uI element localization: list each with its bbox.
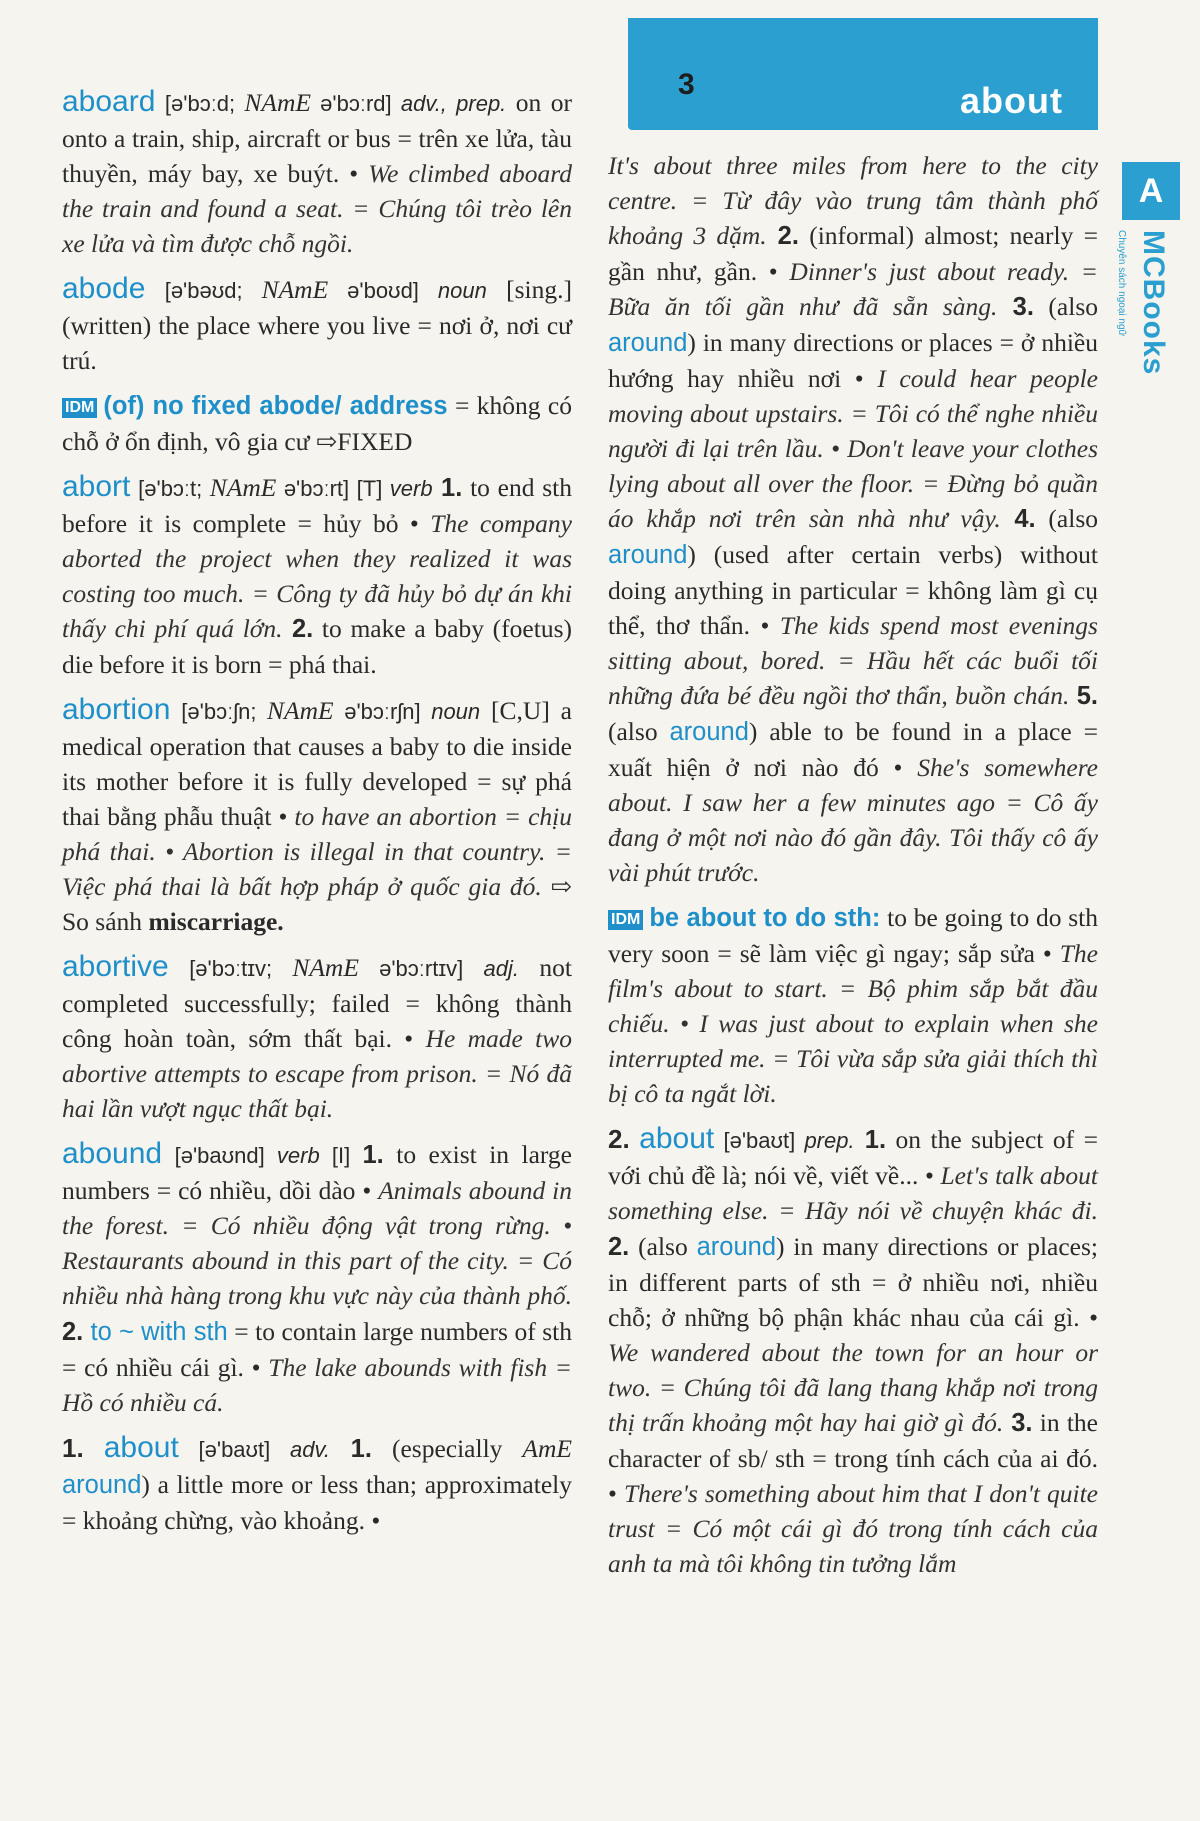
idiom-definition: = không có chỗ ở ổn định, vô gia cư ⇨FIXED <box>62 391 572 456</box>
part-of-speech: noun <box>437 278 487 303</box>
idm-label: IDM <box>62 398 97 418</box>
cross-reference: around <box>608 541 688 569</box>
idiom-phrase: be about to do sth: <box>649 904 881 932</box>
definition: [C,U] a medical operation that causes a baby to die inside its mother before it is fully developed = sự phá thai bằng phẫu thuật • <box>62 696 573 831</box>
sense-number: 2. <box>766 222 799 250</box>
definition: (also <box>629 1232 697 1261</box>
example: We wandered about the town for an hour or two. = Chúng tôi đã lang thang khắp nơi trong thị trấn khoảng một hay hai giờ gì đó. <box>608 1338 1098 1437</box>
definition: ) (used after certain verbs) without doing anything in particular = không làm gì cụ thể, thơ thẩn. • <box>608 540 1098 640</box>
entry-about-adv <box>62 1430 572 1538</box>
headword: abort <box>62 470 131 503</box>
example: Animals abound in the forest. = Có nhiều động vật trong rừng. • Restaurants abound in this part of the city. = Có nhiều nhà hàng trong khu vực này của thành phố. <box>62 1176 572 1310</box>
region-label: AmE <box>522 1434 572 1463</box>
part-of-speech: verb <box>276 1143 320 1168</box>
idiom-fixed-abode <box>62 388 572 459</box>
part-of-speech: verb <box>389 476 433 501</box>
cross-reference: around <box>608 329 688 357</box>
example: Let's talk about something else. = Hãy nói về chuyện khác đi. <box>608 1161 1098 1225</box>
example: The lake abounds with fish = Hồ có nhiều cá. <box>62 1353 572 1417</box>
example: to have an abortion = chịu phá thai. • Abortion is illegal in that country. = Việc phá thai là bất hợp pháp ở quốc gia đó. <box>62 802 572 901</box>
see-also: ⇨ So sánh <box>62 872 572 936</box>
headword: about <box>103 1431 179 1464</box>
definition: (informal) almost; nearly = gần như, gần. • <box>608 221 1099 286</box>
example: The kids spend most evenings sitting about, bored. = Hầu hết các buổi tối những đứa bé đều ngồi thơ thẩn, buồn chán. <box>608 611 1098 710</box>
definition: = to contain large numbers of sth = có nhiều cái gì. • <box>62 1317 572 1382</box>
region-label: NAmE <box>267 696 334 725</box>
page-number: 3 <box>678 68 695 101</box>
headword: about <box>639 1122 715 1155</box>
sense-number: 3. <box>997 293 1034 321</box>
example: There's something about him that I don't quite trust = Có một cái gì đó trong tính cách của anh ta mà tôi không tin tưởng lắm <box>608 1479 1098 1578</box>
definition: in the character of sb/ sth = trong tính cách của ai đó. • <box>608 1408 1098 1508</box>
homograph-number: 1. <box>62 1433 84 1463</box>
part-of-speech: adv. <box>290 1437 330 1462</box>
grammar-code: [I] <box>319 1143 363 1168</box>
part-of-speech: adj. <box>483 956 519 981</box>
definition: to end sth before it is complete = hủy bỏ • <box>62 473 572 538</box>
definition: ) in many directions or places; in different parts of sth = ở nhiều nơi, nhiều chỗ; ở những bộ phận khác nhau của cái gì. • <box>608 1232 1098 1332</box>
part-of-speech: adv., prep. <box>400 91 507 116</box>
idiom-phrase: (of) no fixed abode/ address <box>103 392 448 420</box>
definition: on or onto a train, ship, aircraft or bus = trên xe lửa, tàu thuyền, máy bay, xe buýt. • <box>62 88 573 188</box>
part-of-speech: noun <box>431 699 481 724</box>
example: The film's about to start. = Bộ phim sắp bắt đầu chiếu. • I was just about to explain when she interrupted me. = Tôi vừa sắp sửa giải thích thì bị cô ta ngắt lời. <box>608 939 1098 1108</box>
right-column <box>608 148 1098 1591</box>
sense-number: 5. <box>1076 682 1098 710</box>
cross-reference: around <box>62 1471 142 1499</box>
entry-about-prep <box>608 1121 1098 1581</box>
entry-abound <box>62 1136 572 1420</box>
pronunciation: [ə'baʊt] <box>714 1128 805 1153</box>
example: I could hear people moving about upstairs. = Tôi có thể nghe nhiều người đi lại trên lầu. • Don't leave your clothes lying about all over the floor. = Đừng bỏ quần áo khắp nơi trên sàn nhà như vậy. <box>608 364 1098 533</box>
definition: (also <box>1033 292 1098 321</box>
headword: abode <box>62 272 146 305</box>
headword: aboard <box>62 85 156 118</box>
headword: abortive <box>62 950 169 983</box>
definition: [sing.] (written) the place where you live = nơi ở, nơi cư trú. <box>62 275 573 375</box>
example: The company aborted the project when they realized it was costing too much. = Công ty đã hủy bỏ dự án khi thấy chi phí quá lớn. <box>62 509 572 643</box>
sense-number: 1. <box>854 1126 887 1154</box>
sense-number: 3. <box>1003 1409 1033 1437</box>
entry-abode <box>62 271 572 378</box>
definition: ) a little more or less than; approximately = khoảng chừng, vào khoảng. • <box>62 1470 572 1535</box>
definition: on the subject of = với chủ đề là; nói về, viết về... • <box>608 1125 1098 1190</box>
cross-reference: around <box>669 718 749 746</box>
pronunciation-us: ə'bɔːrtɪv] <box>358 956 484 981</box>
entry-abortion <box>62 692 572 939</box>
sense-number: 4. <box>1000 505 1036 533</box>
example: Dinner's just about ready. = Bữa ăn tối gần như đã sẵn sàng. <box>608 257 1098 321</box>
region-label: NAmE <box>292 953 359 982</box>
entry-aboard <box>62 84 572 261</box>
idm-label: IDM <box>608 910 643 930</box>
brand-block <box>1116 230 1180 400</box>
region-label: NAmE <box>261 275 329 304</box>
idiom-be-about-to <box>608 900 1098 1111</box>
sense-number: 2. <box>62 1318 84 1346</box>
entry-abort <box>62 469 572 682</box>
definition: ) in many directions or places = ở nhiều hướng hay nhiều nơi • <box>608 328 1098 393</box>
definition: to make a baby (foetus) die before it is born = phá thai. <box>62 614 572 679</box>
cross-reference: around <box>696 1233 777 1261</box>
pronunciation: [ə'bɔːt; <box>138 476 210 501</box>
part-of-speech: prep. <box>804 1128 855 1153</box>
letter-tab: A <box>1122 162 1180 220</box>
brand-tagline: Chuyên sách ngoại ngữ <box>1116 230 1127 337</box>
homograph-number: 2. <box>608 1124 630 1154</box>
idiom-definition: to be going to do sth very soon = sẽ làm việc gì ngay; sắp sửa • <box>608 903 1098 968</box>
headword: abound <box>62 1137 163 1170</box>
definition: (especially <box>371 1434 523 1463</box>
definition: not completed successfully; failed = không thành công hoàn toàn, sớm thất bại. • <box>62 953 572 1053</box>
pronunciation-us: ə'bɔːrʃn] <box>333 699 432 724</box>
sense-number: 2. <box>282 615 314 643</box>
definition: (also <box>608 717 670 746</box>
guide-word: about <box>960 80 1063 121</box>
left-column <box>62 84 572 1548</box>
region-label: NAmE <box>209 473 277 502</box>
sense-number: 2. <box>608 1233 630 1261</box>
pronunciation: [ə'bɔːʃn; <box>181 699 268 724</box>
sense-number: 1. <box>329 1435 372 1463</box>
cross-reference: to ~ with sth <box>83 1318 228 1346</box>
pronunciation: [ə'bɔːd; <box>164 91 245 116</box>
pronunciation: [ə'bɔːtɪv; <box>189 956 293 981</box>
entry-abortive <box>62 949 572 1126</box>
pronunciation-us: ə'boʊd] <box>328 278 438 303</box>
definition: to exist in large numbers = có nhiều, dồi dào • <box>62 1140 573 1205</box>
example: We climbed aboard the train and found a seat. = Chúng tôi trèo lên xe lửa và tìm được chỗ ngồi. <box>62 159 572 258</box>
pronunciation: [ə'baʊt] <box>178 1437 291 1462</box>
sense-number: 1. <box>362 1141 384 1169</box>
headword: abortion <box>62 693 171 726</box>
definition: (also <box>1035 504 1099 533</box>
pronunciation: [ə'baʊnd] <box>174 1143 277 1168</box>
region-label: NAmE <box>244 88 311 117</box>
example: It's about three miles from here to the city centre. = Từ đây vào trung tâm thành phố khoảng 3 dặm. <box>608 151 1098 250</box>
entry-about-adv-cont <box>608 148 1098 890</box>
example: She's somewhere about. I saw her a few minutes ago = Cô ấy đang ở một nơi nào đó gần đây. Tôi thấy cô ấy vài phút trước. <box>608 753 1098 887</box>
pronunciation-us: ə'bɔːrt] [T] <box>276 476 390 501</box>
sense-number: 1. <box>432 474 463 502</box>
see-also-word: miscarriage. <box>148 907 284 936</box>
definition: ) able to be found in a place = xuất hiện ở nơi nào đó • <box>608 717 1098 782</box>
pronunciation-us: ə'bɔːrd] <box>310 91 401 116</box>
pronunciation: [ə'bəʊd; <box>164 278 262 303</box>
example: He made two abortive attempts to escape from prison. = Nó đã hai lần vượt ngục thất bại. <box>62 1024 573 1123</box>
brand-logo: MCBooks <box>1137 230 1170 376</box>
